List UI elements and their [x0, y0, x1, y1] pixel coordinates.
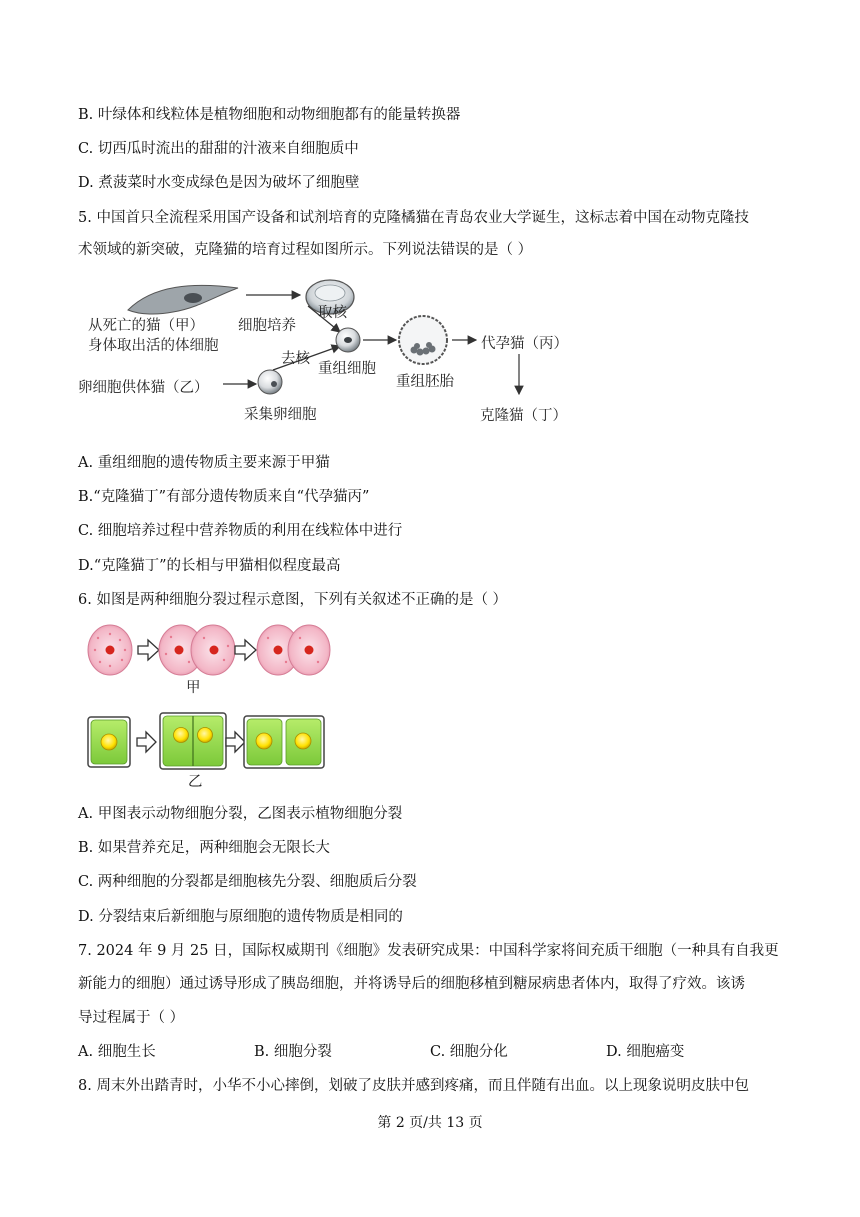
label-recombinant-embryo: 重组胚胎 [396, 374, 454, 390]
q5-option-d: D.“克隆猫丁”的长相与甲猫相似程度最高 [78, 558, 341, 574]
q7-option-a: A. 细胞生长 [78, 1044, 156, 1060]
label-take-nucleus: 取核 [318, 305, 347, 321]
plant-cells-divided [244, 716, 324, 768]
label-figure-a: 甲 [186, 680, 201, 696]
plant-cell-dividing [160, 713, 226, 769]
q6-option-c: C. 两种细胞的分裂都是细胞核先分裂、细胞质后分裂 [78, 874, 417, 890]
q6-option-b: B. 如果营养充足，两种细胞会无限长大 [78, 840, 330, 856]
label-donor-line2: 身体取出活的体细胞 [88, 338, 219, 354]
label-culture: 细胞培养 [238, 318, 296, 334]
q7-stem-line-1: 7. 2024 年 9 月 25 日，国际权威期刊《细胞》发表研究成果：中国科学家将间充质干细胞（一种具有自我更 [78, 943, 779, 959]
q6-stem: 6. 如图是两种细胞分裂过程示意图，下列有关叙述不正确的是（ ） [78, 592, 508, 608]
somatic-cell-nucleus [184, 293, 202, 303]
animal-cell-dividing [159, 625, 235, 675]
q7-stem-line-3: 导过程属于（ ） [78, 1010, 185, 1026]
q5-stem-line-2: 术领域的新突破，克隆猫的培育过程如图所示。下列说法错误的是（ ） [78, 242, 533, 258]
animal-cell-1 [88, 625, 132, 675]
q7-options [78, 1042, 788, 1062]
arrow-outline-3 [137, 732, 156, 752]
arrow-outline-4 [226, 732, 245, 752]
label-figure-b: 乙 [188, 774, 203, 790]
cell-division-figure [86, 624, 346, 796]
q5-option-c: C. 细胞培养过程中营养物质的利用在线粒体中进行 [78, 523, 403, 539]
egg-cell-icon [258, 370, 282, 394]
label-collect-egg: 采集卵细胞 [244, 407, 317, 423]
q7-option-d: D. 细胞癌变 [606, 1044, 685, 1060]
q6-option-d: D. 分裂结束后新细胞与原细胞的遗传物质是相同的 [78, 909, 403, 925]
q4-option-b: B. 叶绿体和线粒体是植物细胞和动物细胞都有的能量转换器 [78, 107, 461, 123]
page-footer: 第 2 页/共 13 页 [377, 1115, 483, 1131]
q5-option-a: A. 重组细胞的遗传物质主要来源于甲猫 [78, 455, 330, 471]
q7-stem-line-2: 新能力的细胞）通过诱导形成了胰岛细胞，并将诱导后的细胞移植到糖尿病患者体内，取得了疗效。该诱 [78, 976, 745, 992]
q4-option-c: C. 切西瓜时流出的甜甜的汁液来自细胞质中 [78, 141, 359, 157]
q7-option-c: C. 细胞分化 [430, 1044, 508, 1060]
q6-option-a: A. 甲图表示动物细胞分裂，乙图表示植物细胞分裂 [78, 806, 403, 822]
animal-cells-divided [257, 625, 330, 675]
arrow-outline-2 [235, 640, 256, 660]
recombinant-embryo-icon [399, 316, 447, 364]
label-surrogate: 代孕猫（丙） [481, 336, 568, 352]
q7-option-b: B. 细胞分裂 [254, 1044, 332, 1060]
label-clone: 克隆猫（丁） [480, 408, 567, 424]
plant-cell-1 [88, 717, 130, 767]
cell-division-graphics [86, 624, 346, 796]
somatic-cell-shape [128, 285, 238, 314]
label-recombinant-cell: 重组细胞 [318, 361, 376, 377]
cloning-process-figure [78, 270, 598, 440]
q4-option-d: D. 煮菠菜时水变成绿色是因为破坏了细胞壁 [78, 175, 360, 191]
label-egg-donor: 卵细胞供体猫（乙） [78, 380, 209, 396]
q5-stem-line-1: 5. 中国首只全流程采用国产设备和试剂培育的克隆橘猫在青岛农业大学诞生，这标志着中国在动物克隆技 [78, 210, 749, 226]
label-remove-nucleus: 去核 [281, 351, 310, 367]
q5-option-b: B.“克隆猫丁”有部分遗传物质来自“代孕猫丙” [78, 489, 370, 505]
q8-stem-line-1: 8. 周末外出踏青时，小华不小心摔倒，划破了皮肤并感到疼痛，而且伴随有出血。以上现象说明皮肤中包 [78, 1078, 749, 1094]
label-donor-line1: 从死亡的猫（甲） [88, 318, 204, 334]
arrow-outline-1 [138, 640, 159, 660]
